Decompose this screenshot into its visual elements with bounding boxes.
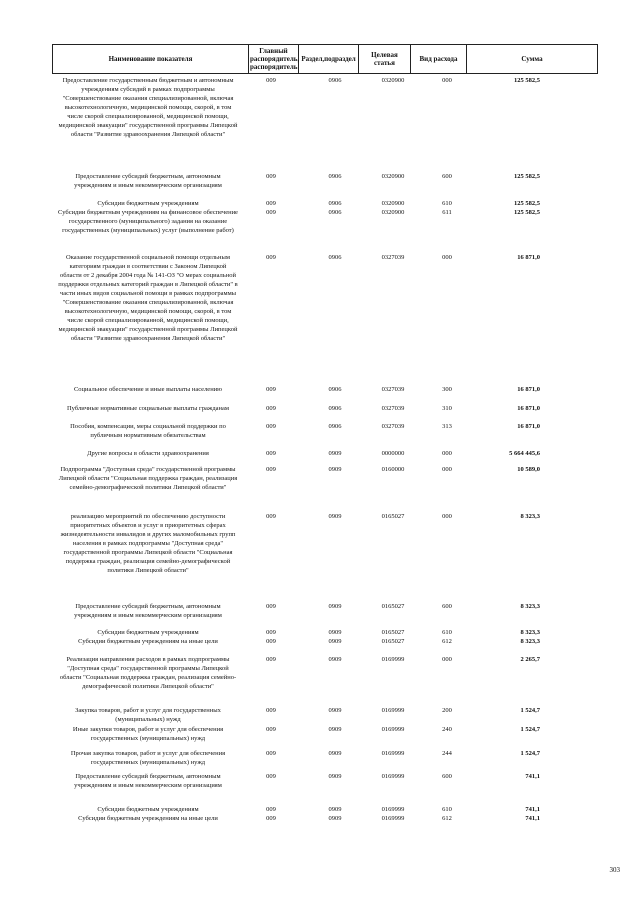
row-type: 600: [442, 173, 452, 180]
row-type: 600: [442, 603, 452, 610]
row-target: 0327039: [381, 254, 405, 261]
row-target: 0169999: [381, 750, 405, 757]
row-target: 0169999: [381, 707, 405, 714]
row-sum: 1 524,7: [520, 726, 540, 733]
row-type: 611: [442, 209, 452, 216]
row-section: 0909: [328, 750, 342, 757]
row-name: Предоставление субсидий бюджетным, автономным учреждениям и иным некоммерческим организациям: [74, 173, 222, 189]
row-sum: 16 871,0: [517, 386, 540, 393]
row-admin: 009: [266, 173, 276, 180]
header-type: Вид расхода: [411, 45, 467, 74]
row-admin: 009: [266, 77, 276, 84]
row-type: 612: [442, 638, 452, 645]
row-admin: 009: [266, 466, 276, 473]
row-section: 0909: [328, 707, 342, 714]
row-type: 200: [442, 707, 452, 714]
row-sum: 8 323,3: [520, 638, 540, 645]
row-admin: 009: [266, 513, 276, 520]
row-admin: 009: [266, 200, 276, 207]
row-admin: 009: [266, 750, 276, 757]
row-admin: 009: [266, 603, 276, 610]
row-section: 0906: [328, 405, 342, 412]
row-target: 0169999: [381, 815, 405, 822]
row-name: Субсидии бюджетным учреждениям: [97, 806, 199, 813]
row-target: 0320900: [381, 200, 405, 207]
header-section: Раздел,подраздел: [299, 45, 359, 74]
row-target: 0327039: [381, 386, 405, 393]
header-target: Целевая статья: [359, 45, 411, 74]
row-name: Субсидии бюджетным учреждениям: [97, 200, 199, 207]
row-name: Прочая закупка товаров, работ и услуг для обеспечения государственных (муниципальных) нужд: [70, 750, 226, 766]
row-admin: 009: [266, 405, 276, 412]
row-target: 0169999: [381, 806, 405, 813]
row-admin: 009: [266, 806, 276, 813]
row-section: 0909: [328, 726, 342, 733]
row-type: 000: [442, 77, 452, 84]
row-target: 0169999: [381, 773, 405, 780]
row-admin: 009: [266, 726, 276, 733]
row-name: Подпрограмма "Доступная среда" государственной программы Липецкой области "Социальная поддержка граждан, реализация семейно-демографической политики Липецкой области": [58, 466, 238, 491]
row-sum: 8 323,3: [520, 513, 540, 520]
row-sum: 741,1: [525, 815, 540, 822]
row-name: Закупка товаров, работ и услуг для государственных (муниципальных) нужд: [75, 707, 221, 723]
page-number: 303: [609, 866, 620, 874]
row-type: 000: [442, 450, 452, 457]
row-target: 0320900: [381, 77, 405, 84]
row-section: 0909: [328, 773, 342, 780]
table-header: [52, 44, 597, 74]
row-name: Субсидии бюджетным учреждениям на иные цели: [78, 638, 218, 645]
row-name: Предоставление субсидий бюджетным, автономным учреждениям и иным некоммерческим организациям: [74, 603, 222, 619]
row-type: 244: [442, 750, 452, 757]
row-type: 600: [442, 773, 452, 780]
row-sum: 8 323,3: [520, 603, 540, 610]
row-type: 310: [442, 405, 452, 412]
row-sum: 1 524,7: [520, 750, 540, 757]
row-section: 0909: [328, 629, 342, 636]
row-admin: 009: [266, 707, 276, 714]
row-name: Публичные нормативные социальные выплаты гражданам: [66, 405, 230, 412]
row-type: 610: [442, 629, 452, 636]
row-admin: 009: [266, 656, 276, 663]
row-sum: 125 582,5: [514, 200, 540, 207]
row-sum: 16 871,0: [517, 405, 540, 412]
row-target: 0169999: [381, 656, 405, 663]
row-admin: 009: [266, 773, 276, 780]
row-type: 610: [442, 200, 452, 207]
row-target: 0320900: [381, 173, 405, 180]
row-name: Субсидии бюджетным учреждениям: [97, 629, 199, 636]
row-section: 0909: [328, 466, 342, 473]
row-sum: 741,1: [525, 773, 540, 780]
row-target: 0000000: [381, 450, 405, 457]
row-sum: 8 323,3: [520, 629, 540, 636]
row-admin: 009: [266, 638, 276, 645]
row-sum: 2 265,7: [520, 656, 540, 663]
row-section: 0909: [328, 656, 342, 663]
row-sum: 125 582,5: [514, 209, 540, 216]
row-name: Предоставление государственным бюджетным и автономным учреждениям субсидий в рамках подпрограммы "Совершенствование оказания специализированной, включая высокотехнологичную, медицинской помощи, скорой, в том числе скорой специализированной, медицинской помощи, медицинской эвакуации" государственной программы Липецкой области "Развитие здравоохранения Липецкой области": [58, 77, 238, 138]
row-name: Другие вопросы в области здравоохранения: [87, 450, 209, 457]
row-target: 0327039: [381, 405, 405, 412]
row-section: 0909: [328, 815, 342, 822]
row-type: 300: [442, 386, 452, 393]
row-name: Реализация направления расходов в рамках подпрограммы "Доступная среда" государственной программы Липецкой области "Социальная поддержка граждан, реализация семейно-демографической политики Липецкой области": [59, 656, 237, 690]
row-name: Пособия, компенсации, меры социальной поддержки по публичным нормативным обязательствам: [70, 423, 226, 439]
row-type: 612: [442, 815, 452, 822]
row-sum: 16 871,0: [517, 423, 540, 430]
row-admin: 009: [266, 815, 276, 822]
row-type: 000: [442, 254, 452, 261]
row-sum: 5 664 445,6: [509, 450, 540, 457]
row-admin: 009: [266, 386, 276, 393]
row-section: 0909: [328, 806, 342, 813]
row-section: 0909: [328, 638, 342, 645]
row-admin: 009: [266, 629, 276, 636]
row-admin: 009: [266, 423, 276, 430]
row-section: 0906: [328, 386, 342, 393]
row-section: 0909: [328, 450, 342, 457]
row-sum: 1 524,7: [520, 707, 540, 714]
row-section: 0909: [328, 513, 342, 520]
row-section: 0906: [328, 209, 342, 216]
row-sum: 16 871,0: [517, 254, 540, 261]
row-target: 0169999: [381, 726, 405, 733]
row-section: 0906: [328, 254, 342, 261]
row-type: 313: [442, 423, 452, 430]
row-type: 240: [442, 726, 452, 733]
row-section: 0906: [328, 77, 342, 84]
row-type: 610: [442, 806, 452, 813]
row-sum: 741,1: [525, 806, 540, 813]
row-target: 0165027: [381, 603, 405, 610]
row-section: 0906: [328, 173, 342, 180]
row-target: 0165027: [381, 629, 405, 636]
row-target: 0165027: [381, 513, 405, 520]
row-name: Субсидии бюджетным учреждениям на финансовое обеспечение государственного (муниципального) задания на оказание государственных (муниципальных) услуг (выполнение работ): [58, 209, 238, 234]
row-section: 0906: [328, 200, 342, 207]
row-admin: 009: [266, 254, 276, 261]
row-name: Предоставление субсидий бюджетным, автономным учреждениям и иным некоммерческим организациям: [74, 773, 222, 789]
row-section: 0906: [328, 423, 342, 430]
row-name: реализацию мероприятий по обеспечению доступности приоритетных объектов и услуг в приоритетных сферах жизнедеятельности инвалидов и других маломобильных групп населения в рамках подпрограммы "Доступная среда" государственной программы Липецкой области "Социальная поддержка граждан, реализация семейно-демографической политики Липецкой области": [60, 513, 236, 574]
row-target: 0165027: [381, 638, 405, 645]
row-admin: 009: [266, 209, 276, 216]
row-type: 000: [442, 656, 452, 663]
row-name: Оказание государственной социальной помощи отдельным категориям граждан в соответствии с Законом Липецкой области от 2 декабря 2004 года № 141-ОЗ "О мерах социальной поддержки отдельных категорий граждан в Липецкой области" в части иных видов социальной помощи в рамках подпрограммы "Совершенствование оказания специализированной, включая высокотехнологичную, медицинской помощи, скорой, в том числе скорой специализированной, медицинской помощи, медицинской эвакуации" государственной программы Липецкой области "Развитие здравоохранения Липецкой области": [58, 254, 238, 342]
row-name: Социальное обеспечение и иные выплаты населению: [73, 386, 223, 393]
header-name: Наименование показателя: [53, 45, 249, 74]
row-target: 0320900: [381, 209, 405, 216]
row-sum: 125 582,5: [514, 77, 540, 84]
row-target: 0327039: [381, 423, 405, 430]
row-type: 000: [442, 513, 452, 520]
row-name: Иные закупки товаров, работ и услуг для обеспечения государственных (муниципальных) нужд: [72, 726, 224, 742]
row-section: 0909: [328, 603, 342, 610]
row-admin: 009: [266, 450, 276, 457]
row-target: 0160000: [381, 466, 405, 473]
header-admin: Главный распорядитель, распорядитель: [249, 45, 299, 74]
row-name: Субсидии бюджетным учреждениям на иные цели: [78, 815, 218, 822]
row-sum: 125 582,5: [514, 173, 540, 180]
row-sum: 10 589,0: [517, 466, 540, 473]
header-sum: Сумма: [467, 45, 598, 74]
row-type: 000: [442, 466, 452, 473]
